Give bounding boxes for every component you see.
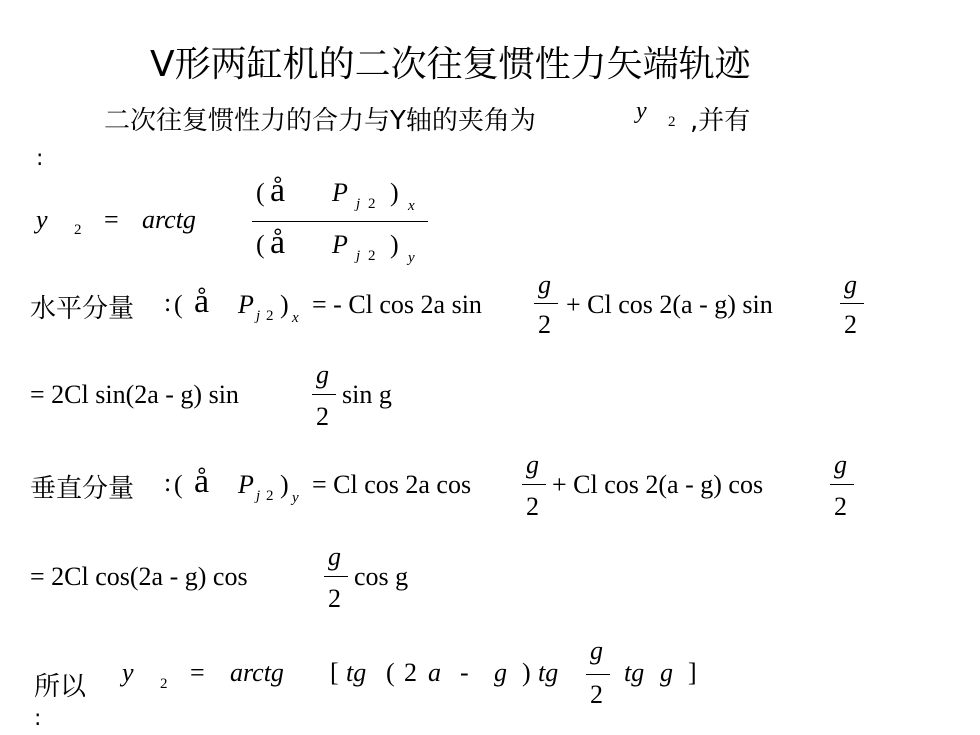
den-lparen: ( <box>256 230 265 259</box>
vert-frac1-num: g <box>526 450 539 479</box>
vert-colon: : <box>164 468 172 497</box>
colon-1: : <box>36 146 44 171</box>
vert-result-expr: = 2Cl cos(2a - g) cos <box>30 562 248 591</box>
num-lparen: ( <box>256 178 265 207</box>
psi-lhs: y <box>36 205 48 234</box>
so-eq: = <box>190 658 205 687</box>
so-g: g <box>494 658 507 687</box>
horiz-frac1-den: 2 <box>538 310 551 339</box>
vert-lparen: ( <box>174 470 183 499</box>
horiz-j: j <box>256 308 261 324</box>
so-a: a <box>428 658 441 687</box>
so-tg-2: tg <box>538 658 559 687</box>
so-frac-bar <box>586 674 610 675</box>
num-two: 2 <box>368 196 376 212</box>
so-frac-den: 2 <box>590 680 603 709</box>
so-label: 所以 <box>34 672 87 702</box>
psi-arctg: arctg <box>142 205 196 234</box>
horiz-frac2-num: g <box>844 270 857 299</box>
horiz-result-frac-bar <box>312 394 336 395</box>
num-sum-icon: å <box>270 172 286 209</box>
horiz-result-frac-den: 2 <box>316 402 329 431</box>
so-g-2: g <box>660 658 673 687</box>
horiz-label: 水平分量 <box>30 294 135 324</box>
so-lbracket: [ <box>330 658 339 687</box>
den-two: 2 <box>368 248 376 264</box>
vert-y: y <box>292 490 299 506</box>
so-rparen: ) <box>522 658 531 687</box>
horiz-result-frac-num: g <box>316 360 329 389</box>
horiz-colon: : <box>164 288 172 317</box>
horiz-two: 2 <box>266 308 274 324</box>
horiz-rparen: ) <box>280 290 289 319</box>
so-two: 2 <box>404 658 417 687</box>
colon-2: : <box>34 706 42 731</box>
vert-result-frac-bar <box>324 576 348 577</box>
so-tg-1: tg <box>346 658 367 687</box>
horiz-expr-2: + Cl cos 2(a - g) sin <box>566 290 773 319</box>
den-P: P <box>332 230 348 259</box>
vert-frac1-den: 2 <box>526 492 539 521</box>
horiz-result-tail: sin g <box>342 380 392 409</box>
num-rparen: ) <box>390 178 399 207</box>
page-title: V形两缸机的二次往复惯性力矢端轨迹 <box>150 44 751 85</box>
den-rparen: ) <box>390 230 399 259</box>
vert-result-tail: cos g <box>354 562 409 591</box>
horiz-P: P <box>238 290 254 319</box>
vert-sum-icon: å <box>194 463 210 500</box>
vert-frac2-bar <box>830 484 854 485</box>
vert-two: 2 <box>266 488 274 504</box>
intro-psi: y <box>636 98 647 124</box>
so-frac-num: g <box>590 636 603 665</box>
vert-result-frac-num: g <box>328 542 341 571</box>
fraction-bar-psi <box>252 221 428 222</box>
horiz-lparen: ( <box>174 290 183 319</box>
horiz-frac2-den: 2 <box>844 310 857 339</box>
horiz-frac1-bar <box>534 303 558 304</box>
horiz-expr-1: = - Cl cos 2a sin <box>312 290 482 319</box>
num-P: P <box>332 178 348 207</box>
vert-P: P <box>238 470 254 499</box>
num-x: x <box>408 198 415 214</box>
so-psi: y <box>122 658 134 687</box>
den-j: j <box>356 248 361 264</box>
horiz-sum-icon: å <box>194 283 210 320</box>
vert-frac2-den: 2 <box>834 492 847 521</box>
vert-j: j <box>256 488 261 504</box>
num-j: j <box>356 196 361 212</box>
vert-result-frac-den: 2 <box>328 584 341 613</box>
so-psi-sub: 2 <box>160 676 168 692</box>
horiz-frac1-num: g <box>538 270 551 299</box>
horiz-x: x <box>292 310 299 326</box>
horiz-result-expr: = 2Cl sin(2a - g) sin <box>30 380 239 409</box>
intro-text: 二次往复惯性力的合力与Y轴的夹角为 <box>104 106 536 136</box>
so-rbracket: ] <box>688 658 697 687</box>
so-minus: - <box>460 658 469 687</box>
psi-eq: = <box>104 205 119 234</box>
so-tg-3: tg <box>624 658 645 687</box>
intro-psi-sub: 2 <box>668 114 676 130</box>
vert-frac2-num: g <box>834 450 847 479</box>
vert-rparen: ) <box>280 470 289 499</box>
intro-tail: ,并有 <box>690 106 751 136</box>
den-sum-icon: å <box>270 224 286 261</box>
psi-lhs-sub: 2 <box>74 222 82 238</box>
so-lparen: ( <box>386 658 395 687</box>
horiz-frac2-bar <box>840 303 864 304</box>
vert-frac1-bar <box>522 484 546 485</box>
vert-label: 垂直分量 <box>30 474 135 504</box>
den-y: y <box>408 250 415 266</box>
so-arctg: arctg <box>230 658 284 687</box>
vert-expr-1: = Cl cos 2a cos <box>312 470 472 499</box>
vert-expr-2: + Cl cos 2(a - g) cos <box>552 470 764 499</box>
